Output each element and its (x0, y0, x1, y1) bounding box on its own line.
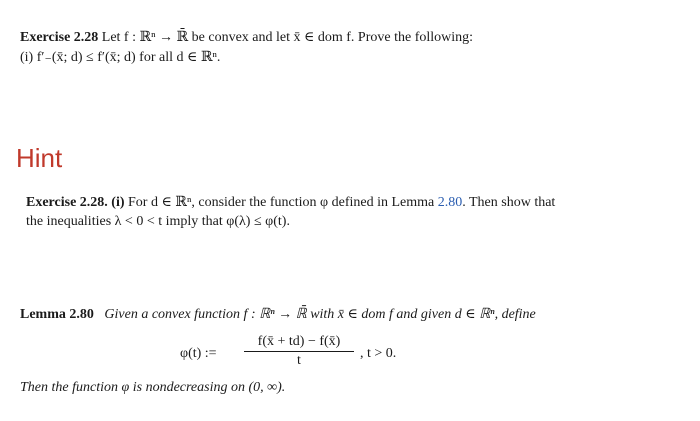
hint-label: Exercise 2.28. (i) (26, 195, 125, 210)
exercise-text: Let f : ℝⁿ → ℝ̄ be convex and let x̄ ∈ dom f. Prove the following: (101, 30, 474, 45)
equation-numerator: f(x̄ + td) − f(x̄) (244, 334, 354, 352)
exercise-part-i: (i) f′₋(x̄; d) ≤ f′(x̄; d) for all d ∈ ℝⁿ. (20, 50, 221, 65)
equation-lhs: φ(t) := (180, 346, 217, 361)
equation-fraction (244, 334, 354, 369)
lemma-reference-link[interactable]: 2.80 (437, 195, 463, 210)
lemma-statement (20, 305, 680, 325)
hint-text-1: For d ∈ ℝⁿ, consider the function φ defined in Lemma (124, 195, 438, 210)
hint-body (26, 193, 676, 231)
equation-denominator: t (297, 353, 301, 368)
hint-line-2: the inequalities λ < 0 < t imply that φ(λ) ≤ φ(t). (26, 214, 290, 229)
exercise-label: Exercise 2.28 (20, 30, 99, 45)
lemma-label: Lemma 2.80 (20, 307, 94, 322)
hint-heading: Hint (16, 143, 63, 173)
phi-definition-equation (180, 334, 500, 374)
exercise-statement (20, 28, 680, 48)
equation-condition: , t > 0. (360, 346, 397, 361)
lemma-text: Given a convex function f : ℝⁿ → ℝ̄ with x̄ ∈ dom f and given d ∈ ℝⁿ, define (104, 307, 536, 322)
lemma-conclusion: Then the function φ is nondecreasing on (0, ∞). (20, 380, 286, 395)
hint-text-2: . Then show that (462, 195, 556, 210)
